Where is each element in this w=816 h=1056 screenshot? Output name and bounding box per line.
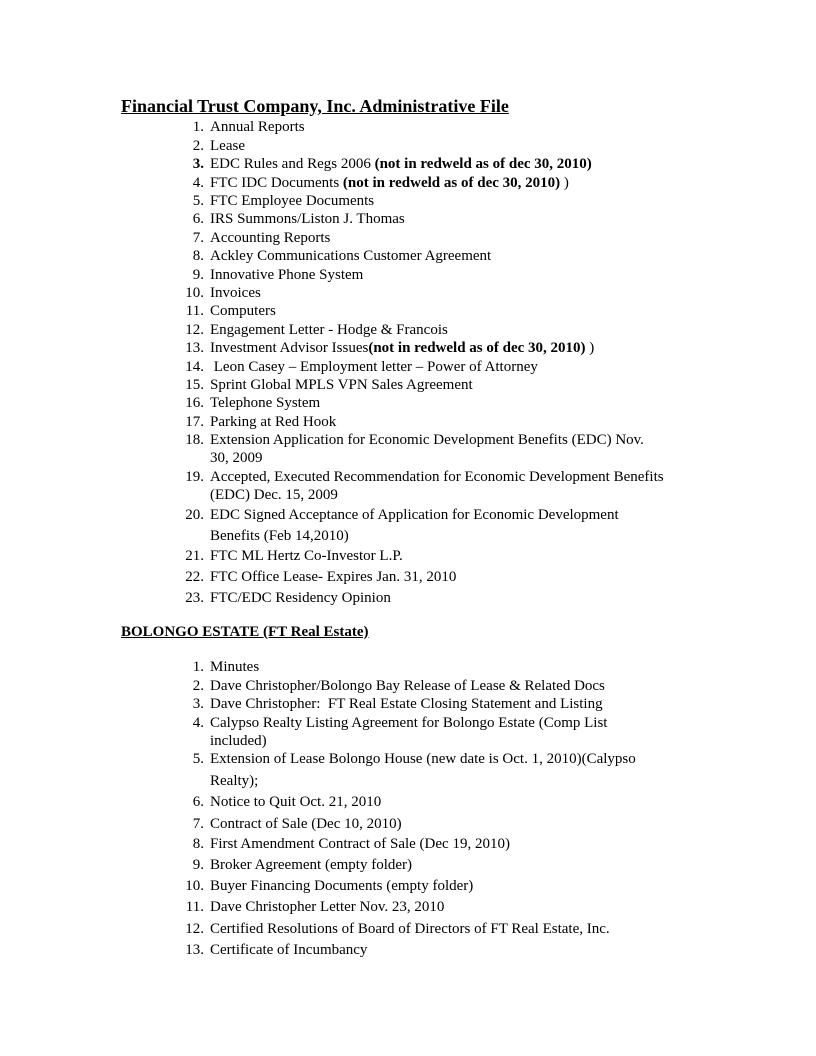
list-item-number: 1. [192, 119, 204, 135]
list-item-tail: ) [560, 175, 569, 191]
list-item-text [210, 793, 381, 811]
list-item-text [210, 431, 644, 467]
list-item-number: 5. [192, 751, 204, 767]
list-item-label: Parking at Red Hook [210, 414, 337, 430]
list-item-label: Notice to Quit Oct. 21, 2010 [210, 794, 382, 810]
list-item-text [210, 695, 603, 713]
list-item-label: Dave Christopher/Bolongo Bay Release of Lease & Related Docs [210, 678, 605, 694]
list-item-text [210, 506, 619, 545]
list-item-text [210, 898, 444, 916]
list-item-text [210, 941, 367, 959]
list-item-text [210, 677, 605, 695]
list-item-number: 11. [185, 899, 204, 915]
list-item-number: 10. [185, 285, 204, 301]
list-item-text [210, 321, 448, 339]
list-item-note: (not in redweld as of dec 30, 2010) [342, 175, 561, 191]
list-item-number: 23. [185, 590, 204, 606]
list-item-text [210, 376, 473, 394]
list-item-note: (not in redweld as of dec 30, 2010) [374, 156, 592, 172]
list-item-number: 14. [185, 359, 204, 375]
list-item-label: Innovative Phone System [210, 267, 364, 283]
list-item-text [210, 339, 594, 357]
list-item-label: FTC ML Hertz Co-Investor L.P. [210, 548, 403, 564]
list-item-label: EDC Rules and Regs 2006 [210, 156, 375, 172]
list-item-label: Extension Application for Economic Development Benefits (EDC) Nov. [210, 432, 644, 448]
list-item-number: 10. [185, 878, 204, 894]
list-item-label: Accepted, Executed Recommendation for Economic Development Benefits [210, 469, 664, 485]
list-item-label: Dave Christopher Letter Nov. 23, 2010 [210, 899, 445, 915]
list-item-text [210, 394, 320, 412]
list-item-text [210, 658, 259, 676]
list-item-note: (not in redweld as of dec 30, 2010) [368, 340, 586, 356]
section-title-bolongo-estate: BOLONGO ESTATE (FT Real Estate) [121, 624, 369, 640]
list-item-text [210, 568, 456, 586]
list-item-label: Invoices [210, 285, 261, 301]
list-item-text [210, 174, 569, 192]
list-item-label: Investment Advisor Issues [210, 340, 369, 356]
list-item-label: Certified Resolutions of Board of Directors of FT Real Estate, Inc. [210, 921, 610, 937]
list-item-label: Contract of Sale (Dec 10, 2010) [210, 816, 402, 832]
list-item-label: Extension of Lease Bolongo House (new date is Oct. 1, 2010)(Calypso [210, 751, 636, 767]
list-item-number: 12. [185, 921, 204, 937]
list-item-number: 16. [185, 395, 204, 411]
list-item-label: FTC/EDC Residency Opinion [210, 590, 391, 606]
list-item-label: Minutes [210, 659, 260, 675]
list-item-label: Ackley Communications Customer Agreement [210, 248, 492, 264]
list-item-text [210, 413, 336, 431]
list-item-number: 20. [185, 507, 204, 523]
list-item-label: Calypso Realty Listing Agreement for Bolongo Estate (Comp List [210, 715, 608, 731]
section-title-admin-file: Financial Trust Company, Inc. Administrative File [121, 96, 509, 116]
list-item-number: 22. [185, 569, 204, 585]
list-item-text [210, 118, 305, 136]
list-item-number: 4. [192, 715, 204, 731]
list-item-label: Dave Christopher: FT Real Estate Closing Statement and Listing [210, 696, 603, 712]
list-item-number: 19. [185, 469, 204, 485]
list-item-label: Leon Casey – Employment letter – Power of Attorney [210, 359, 538, 375]
list-item-label: First Amendment Contract of Sale (Dec 19, 2010) [210, 836, 510, 852]
list-item-number: 13. [185, 340, 204, 356]
list-item-text [210, 192, 374, 210]
list-item-label: FTC Office Lease- Expires Jan. 31, 2010 [210, 569, 457, 585]
list-item-text [210, 155, 592, 173]
list-item-tail: ) [585, 340, 595, 356]
list-item-text [210, 877, 473, 895]
list-item-text [210, 815, 402, 833]
list-item-label: Engagement Letter - Hodge & Francois [210, 322, 448, 338]
list-item-number: 3. [192, 696, 204, 712]
list-item-label: Annual Reports [210, 119, 305, 135]
list-item-number: 13. [185, 942, 204, 958]
list-item-text [210, 714, 607, 750]
list-item-number: 5. [192, 193, 204, 209]
list-item-text [210, 302, 276, 320]
list-item-label: Buyer Financing Documents (empty folder) [210, 878, 474, 894]
list-item-number: 9. [192, 857, 204, 873]
list-item-number: 12. [185, 322, 204, 338]
list-item-number: 15. [185, 377, 204, 393]
list-item-number: 7. [192, 230, 204, 246]
list-item-continuation: included) [210, 733, 267, 749]
list-item-number: 1. [192, 659, 204, 675]
list-item-text [210, 589, 391, 607]
list-item-text [210, 247, 491, 265]
list-item-number: 4. [192, 175, 204, 191]
list-item-label: FTC Employee Documents [210, 193, 375, 209]
list-item-text [210, 229, 330, 247]
list-item-continuation: Benefits (Feb 14,2010) [210, 528, 349, 544]
list-item-text [210, 835, 510, 853]
list-item-text [210, 284, 261, 302]
list-item-text [210, 266, 363, 284]
list-item-label: FTC IDC Documents [210, 175, 343, 191]
list-item-label: Telephone System [210, 395, 321, 411]
list-item-label: Lease [210, 138, 245, 154]
list-item-number: 17. [185, 414, 204, 430]
list-item-label: Certificate of Incumbancy [210, 942, 368, 958]
list-item-text [210, 358, 538, 376]
list-item-number: 2. [192, 138, 204, 154]
list-item-text [210, 750, 636, 790]
list-item-label: Computers [210, 303, 276, 319]
list-item-number: 3. [192, 156, 204, 172]
list-item-continuation: Realty); [210, 773, 259, 789]
list-item-number: 8. [192, 836, 204, 852]
list-item-text [210, 137, 245, 155]
list-item-text [210, 856, 412, 874]
list-item-number: 7. [192, 816, 204, 832]
list-item-number: 21. [185, 548, 204, 564]
list-item-label: Sprint Global MPLS VPN Sales Agreement [210, 377, 473, 393]
list-item-number: 9. [192, 267, 204, 283]
list-item-label: EDC Signed Acceptance of Application for Economic Development [210, 507, 619, 523]
list-item-number: 6. [192, 794, 204, 810]
list-item-text [210, 210, 405, 228]
list-item-text [210, 468, 664, 504]
list-item-number: 8. [192, 248, 204, 264]
list-item-text [210, 920, 610, 938]
list-item-label: IRS Summons/Liston J. Thomas [210, 211, 405, 227]
list-item-number: 11. [185, 303, 204, 319]
list-item-number: 18. [185, 432, 204, 448]
list-item-label: Accounting Reports [210, 230, 331, 246]
list-item-label: Broker Agreement (empty folder) [210, 857, 413, 873]
list-item-continuation: (EDC) Dec. 15, 2009 [210, 487, 338, 503]
list-item-number: 2. [192, 678, 204, 694]
list-item-continuation: 30, 2009 [210, 450, 263, 466]
list-item-number: 6. [192, 211, 204, 227]
list-item-text [210, 547, 403, 565]
